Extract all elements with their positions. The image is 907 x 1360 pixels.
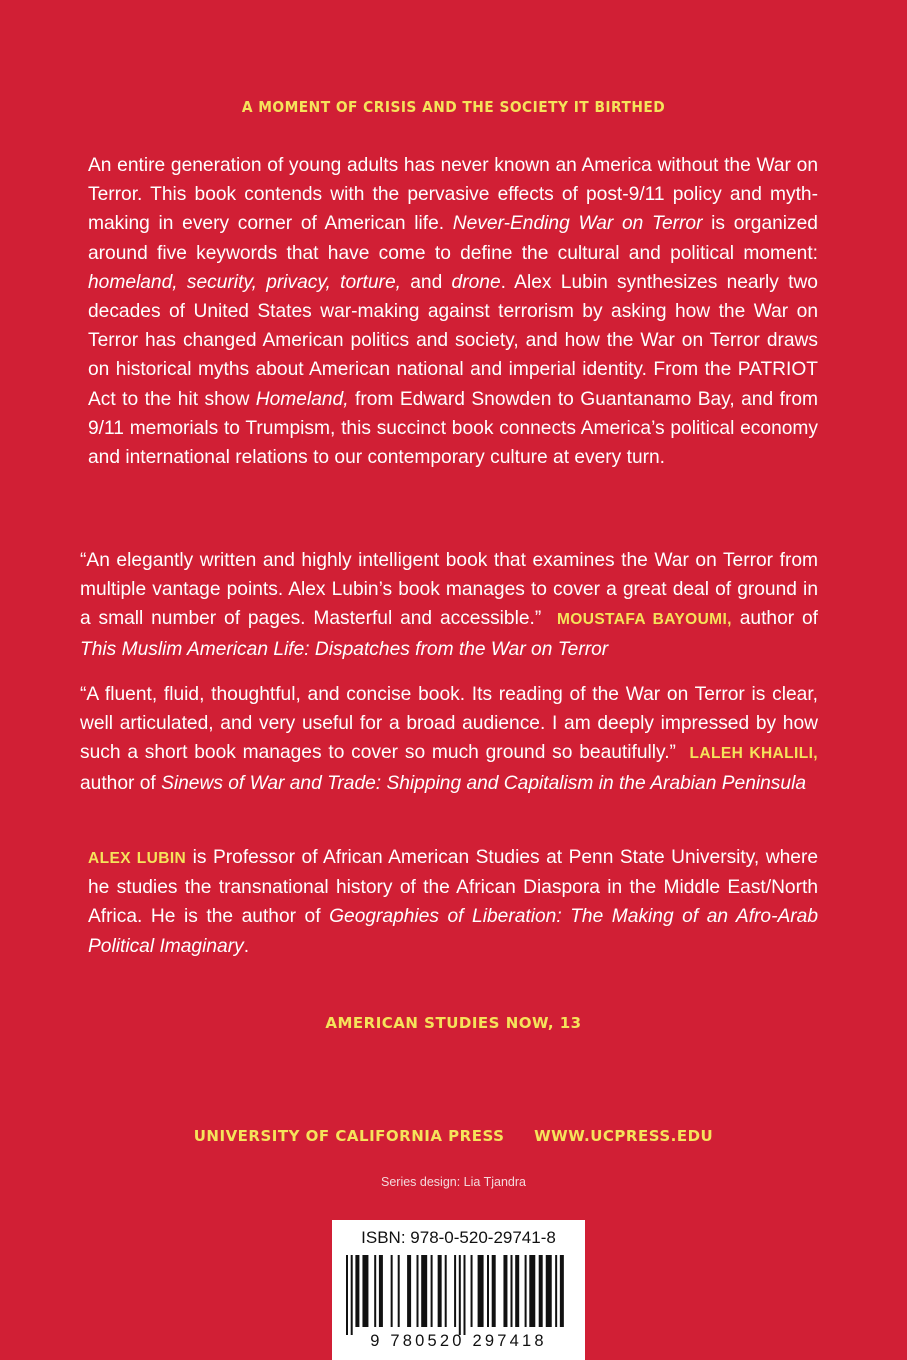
barcode-bar bbox=[438, 1255, 442, 1327]
barcode-bar bbox=[421, 1255, 427, 1327]
barcode-bar bbox=[539, 1255, 543, 1327]
barcode-bar bbox=[555, 1255, 557, 1327]
barcode-bar bbox=[515, 1255, 519, 1327]
book-title: Never-Ending War on Terror bbox=[452, 213, 703, 235]
barcode-bar bbox=[525, 1255, 527, 1327]
barcode-bar bbox=[379, 1255, 383, 1327]
barcode-bar bbox=[492, 1255, 496, 1327]
author-other-book: Geographies of Liberation: The Making of an Afro-Arab Political Imaginary bbox=[88, 906, 819, 957]
publisher-website: WWW.UCPRESS.EDU bbox=[534, 1127, 714, 1145]
publisher-name: UNIVERSITY OF CALIFORNIA PRESS bbox=[193, 1127, 505, 1145]
barcode-bar bbox=[529, 1255, 535, 1327]
description-blurb: An entire generation of young adults has never known an America without the War on Terror. This book contends with the pervasive effects of post-9/11 policy and myth-making in every corner of American life. Never-Ending War on Terror is organized around five keywords that have come to define the cultural and political moment: homeland, security, privacy, torture, and drone. Alex Lubin synthesizes nearly two decades of United States war-making against terrorism by asking how the War on Terror has changed American politics and society, and how the War on Terror draws on historical myths about American national and imperial identity. From the PATRIOT Act to the hit show Homeland, from Edward Snowden to Guantanamo Bay, and from 9/11 memorials to Trumpism, this succinct book connects America’s political economy and international relations to our contemporary culture at every turn. bbox=[88, 155, 818, 469]
endorsement-quote-2: “A fluent, fluid, thoughtful, and concise book. Its reading of the War on Terror is clear, well articulated, and very useful for a broad audience. I am deeply impressed by how such a short book manages to cover so much ground so beautifully.” LALEH KHALILI, author of Sinews of War and Trade: Shipping and Capitalism in the Arabian Peninsula bbox=[80, 684, 818, 794]
barcode-bar bbox=[431, 1255, 433, 1327]
barcode-bar bbox=[398, 1255, 400, 1327]
barcode-bar bbox=[454, 1255, 456, 1327]
barcode-bar bbox=[362, 1255, 368, 1327]
endorser-name: LALEH KHALILI, bbox=[689, 745, 818, 763]
isbn-barcode bbox=[332, 1220, 585, 1360]
endorser-book: Sinews of War and Trade: Shipping and Capitalism in the Arabian Peninsula bbox=[161, 772, 807, 794]
isbn-label: ISBN: 978-0-520-29741-8 bbox=[361, 1228, 556, 1247]
barcode-bar bbox=[546, 1255, 552, 1327]
keywords: homeland, security, privacy, torture, bbox=[88, 271, 401, 293]
publisher-footer bbox=[0, 1127, 907, 1145]
barcode-bar bbox=[407, 1255, 411, 1327]
endorser-book: This Muslim American Life: Dispatches from the War on Terror bbox=[80, 638, 609, 660]
design-credit: Series design: Lia Tjandra bbox=[381, 1175, 526, 1189]
author-name: ALEX LUBIN bbox=[88, 850, 187, 867]
barcode-bar bbox=[351, 1255, 353, 1335]
barcode-bar bbox=[391, 1255, 393, 1327]
barcode-bar bbox=[374, 1255, 376, 1327]
series-label: AMERICAN STUDIES NOW, 13 bbox=[325, 1014, 582, 1032]
barcode-bar bbox=[511, 1255, 513, 1327]
tagline: A MOMENT OF CRISIS AND THE SOCIETY IT BIRTHED bbox=[241, 98, 666, 116]
endorsement-quote-1: “An elegantly written and highly intelligent book that examines the War on Terror from multiple vantage points. Alex Lubin’s book manages to cover a great deal of ground in a small number of pages. Masterful and accessible.” MOUSTAFA BAYOUMI, author of This Muslim American Life: Dispatches from the War on Terror bbox=[80, 550, 819, 660]
barcode-bar bbox=[459, 1255, 461, 1335]
barcode-bar bbox=[503, 1255, 507, 1327]
barcode-bar bbox=[478, 1255, 484, 1327]
barcode-bar bbox=[346, 1255, 348, 1335]
barcode-bar bbox=[487, 1255, 489, 1327]
isbn-digits: 9 780520 297418 bbox=[370, 1332, 547, 1350]
endorser-name: MOUSTAFA BAYOUMI, bbox=[556, 611, 732, 629]
barcode-bar bbox=[445, 1255, 447, 1327]
author-bio: ALEX LUBIN is Professor of African American Studies at Penn State University, where he studies the transnational history of the African Diaspora in the Middle East/North Africa. He is the author of Geographies of Liberation: The Making of an Afro-Arab Political Imaginary. bbox=[88, 847, 819, 957]
barcode-bar bbox=[417, 1255, 419, 1327]
barcode-bar bbox=[560, 1255, 564, 1327]
barcode-bars bbox=[344, 1255, 573, 1335]
barcode-bar bbox=[355, 1255, 359, 1327]
barcode-bar bbox=[471, 1255, 473, 1327]
barcode-bar bbox=[464, 1255, 466, 1335]
